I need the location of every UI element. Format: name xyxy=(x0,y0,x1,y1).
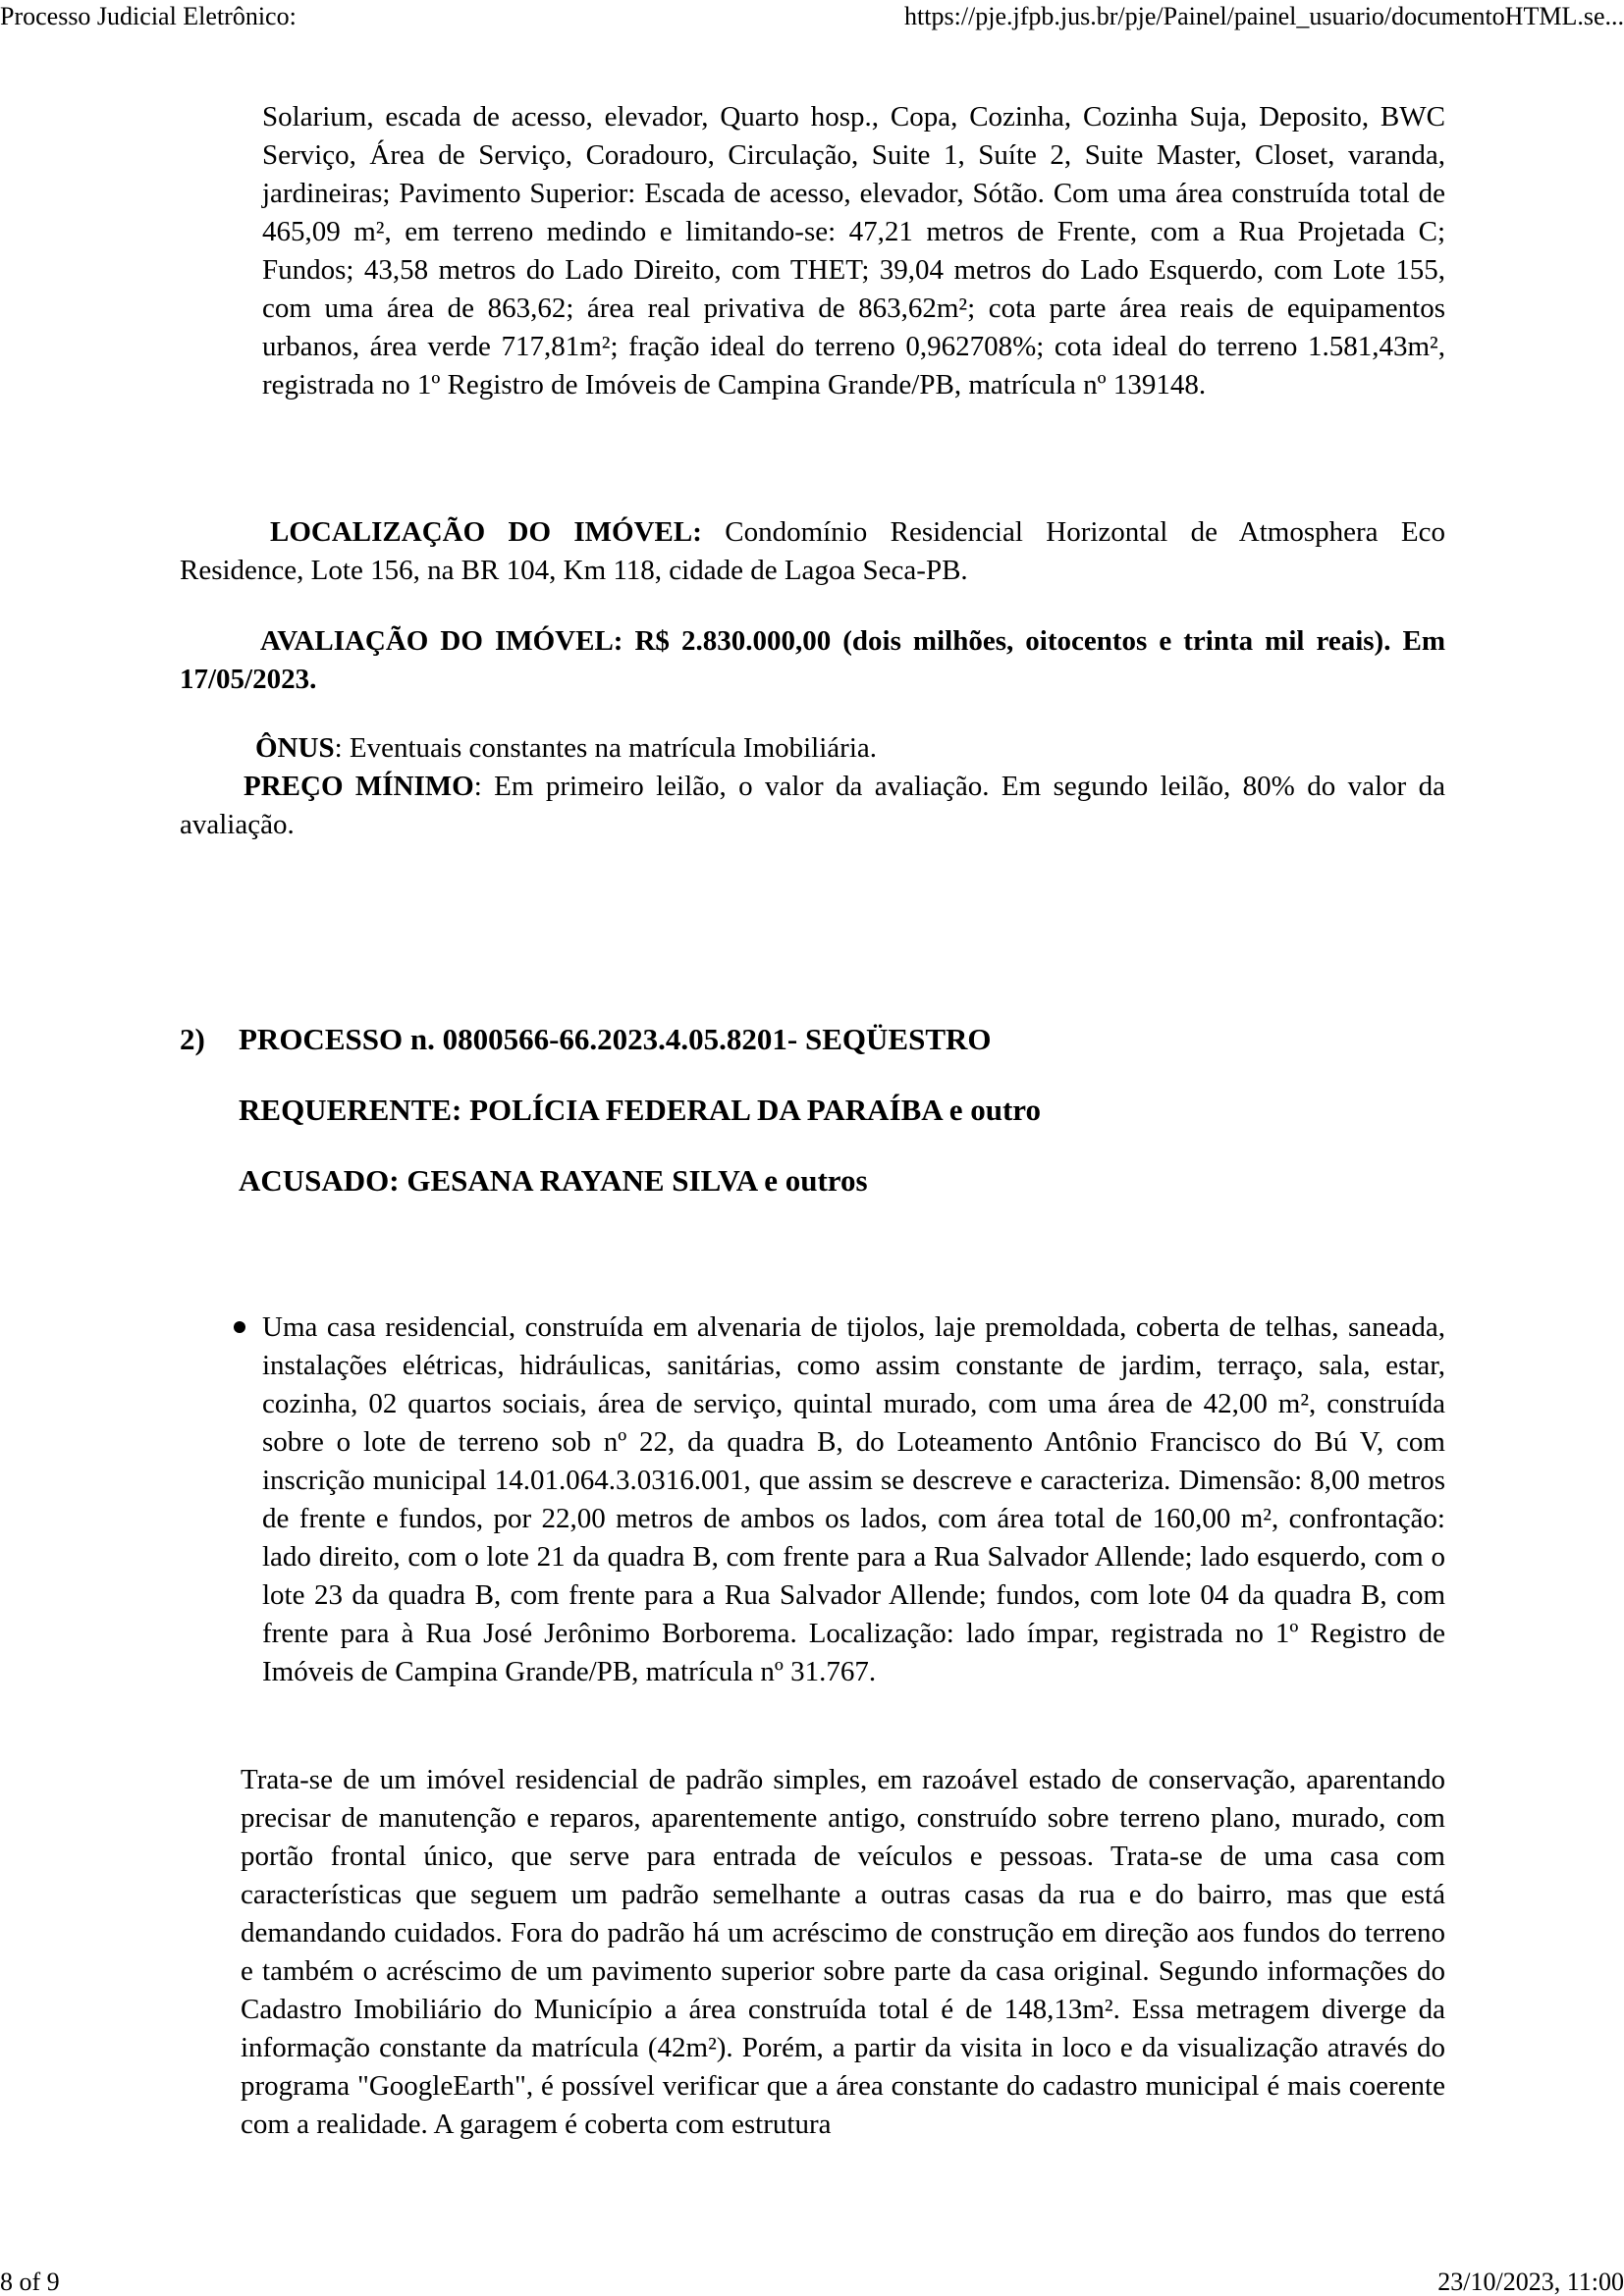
process-defendant: ACUSADO: GESANA RAYANE SILVA e outros xyxy=(239,1163,868,1198)
process-title: PROCESSO n. 0800566-66.2023.4.05.8201- SEQÜESTRO xyxy=(239,1022,992,1056)
location-paragraph xyxy=(180,513,1445,590)
bullet-icon xyxy=(234,1321,245,1333)
property-assessment-paragraph xyxy=(241,1761,1445,2144)
valuation-paragraph xyxy=(180,622,1445,699)
print-header-title: Processo Judicial Eletrônico: xyxy=(0,2,297,30)
onus-text: : Eventuais constantes na matrícula Imobiliária. xyxy=(334,732,878,764)
valuation-text: AVALIAÇÃO DO IMÓVEL: R$ 2.830.000,00 (dois milhões, oitocentos e trinta mil reais). Em 17/05/2023. xyxy=(180,625,1445,695)
continuation-text: Solarium, escada de acesso, elevador, Quarto hosp., Copa, Cozinha, Cozinha Suja, Deposito, BWC Serviço, Área de Serviço, Coradouro, Circulação, Suite 1, Suíte 2, Suite Master, Closet, varanda, jardineiras; Pavimento Superior: Escada de acesso, elevador, Sótão. Com uma área construída total de 465,09 m², em terreno medindo e limitando-se: 47,21 metros de Frente, com a Rua Projetada C; Fundos; 43,58 metros do Lado Direito, com THET; 39,04 metros do Lado Esquerdo, com Lote 155, com uma área de 863,62; área real privativa de 863,62m²; cota parte área reais de equipamentos urbanos, área verde 717,81m²; fração ideal do terreno 0,962708%; cota ideal do terreno 1.581,43m², registrada no 1º Registro de Imóveis de Campina Grande/PB, matrícula nº 139148. xyxy=(262,101,1445,400)
process-plaintiff: REQUERENTE: POLÍCIA FEDERAL DA PARAÍBA e outro xyxy=(239,1093,1042,1127)
encumbrance-and-price xyxy=(180,729,1445,844)
page-counter: 8 of 9 xyxy=(0,2268,60,2296)
property-description-continuation xyxy=(262,98,1445,404)
process-number-marker: 2) xyxy=(180,1022,205,1056)
onus-label: ÔNUS xyxy=(255,732,335,764)
print-datetime: 23/10/2023, 11:00 xyxy=(1437,2268,1624,2296)
property-item-text: Uma casa residencial, construída em alvenaria de tijolos, laje premoldada, coberta de telhas, saneada, instalações elétricas, hidráulicas, sanitárias, como assim constante de jardim, terraço, sala, estar, cozinha, 02 quartos sociais, área de serviço, quintal murado, com uma área de 42,00 m², construída sobre o lote de terreno sob nº 22, da quadra B, do Loteamento Antônio Francisco do Bú V, com inscrição municipal 14.01.064.3.0316.001, que assim se descreve e caracteriza. Dimensão: 8,00 metros de frente e fundos, por 22,00 metros de ambos os lados, com área total de 160,00 m², confrontação: lado direito, com o lote 21 da quadra B, com frente para a Rua Salvador Allende; lado esquerdo, com o lote 23 da quadra B, com frente para a Rua Salvador Allende; fundos, com lote 04 da quadra B, com frente para à Rua José Jerônimo Borborema. Localização: lado ímpar, registrada no 1º Registro de Imóveis de Campina Grande/PB, matrícula nº 31.767. xyxy=(262,1311,1445,1687)
location-label: LOCALIZAÇÃO DO IMÓVEL: xyxy=(270,516,702,548)
minimum-price-label: PREÇO MÍNIMO xyxy=(244,771,474,802)
property-list-item xyxy=(262,1308,1445,1691)
assessment-text: Trata-se de um imóvel residencial de padrão simples, em razoável estado de conservação, aparentando precisar de manutenção e reparos, aparentemente antigo, construído sobre terreno plano, murado, com portão frontal único, que serve para entrada de veículos e pessoas. Trata-se de uma casa com características que seguem um padrão semelhante a outras casas da rua e do bairro, mas que está demandando cuidados. Fora do padrão há um acréscimo de construção em direção aos fundos do terreno e também o acréscimo de um pavimento superior sobre parte da casa original. Segundo informações do Cadastro Imobiliário do Município a área construída total é de 148,13m². Essa metragem diverge da informação constante da matrícula (42m²). Porém, a partir da visita in loco e da visualização através do programa "GoogleEarth", é possível verificar que a área constante do cadastro municipal é mais coerente com a realidade. A garagem é coberta com estrutura xyxy=(241,1764,1445,2140)
minimum-price-text: : Em primeiro leilão, o valor da avaliação. Em segundo leilão, 80% do valor da avaliação. xyxy=(180,771,1445,840)
print-header-url: https://pje.jfpb.jus.br/pje/Painel/painel_usuario/documentoHTML.se... xyxy=(904,2,1624,30)
location-text: Condomínio Residencial Horizontal de Atmosphera Eco Residence, Lote 156, na BR 104, Km 118, cidade de Lagoa Seca-PB. xyxy=(180,516,1445,586)
